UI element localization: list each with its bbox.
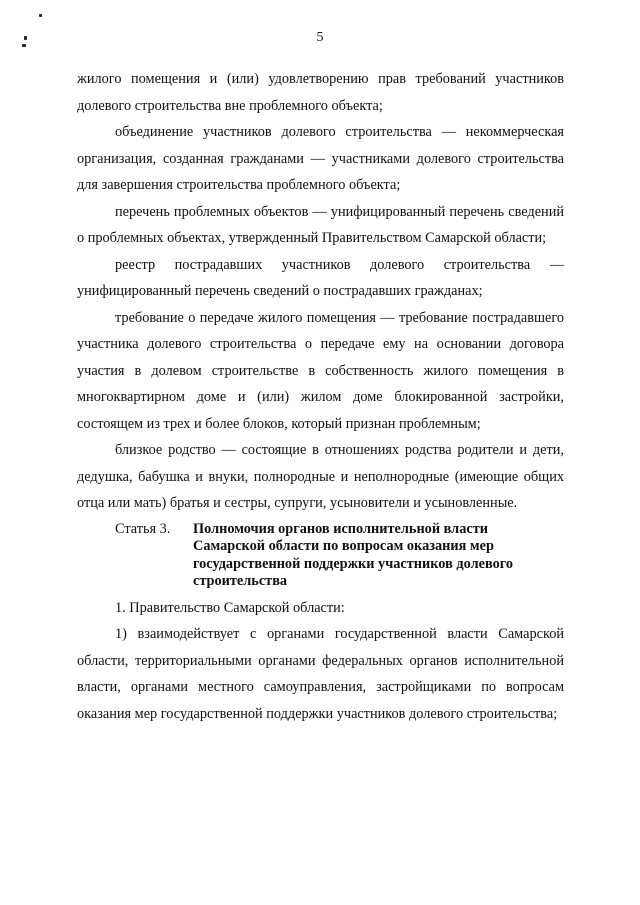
paragraph: жилого помещения и (или) удовлетворению прав требований участников долевого строительства вне проблемного объекта; bbox=[77, 71, 564, 114]
paragraph: объединение участников долевого строительства — некоммерческая организация, созданная гражданами — участниками долевого строительства для завершения строительства проблемного объекта; bbox=[77, 124, 564, 193]
paragraph: требование о передаче жилого помещения — требование пострадавшего участника долевого строительства о передаче ему на основании договора участия в долевом строительстве в собственность жилого помещения в многоквартирном доме и (или) жилом доме блокированной застройки, состоящем из трех и более блоков, который признан проблемным; bbox=[77, 309, 564, 432]
document-body bbox=[77, 66, 564, 727]
paragraph: 1. Правительство Самарской области: bbox=[115, 599, 345, 616]
paragraph: 1) взаимодействует с органами государственной власти Самарской области, территориальными органами федеральных органов исполнительной власти, органами местного самоуправления, застройщиками по вопросам оказания мер государственной поддержки участников долевого строительства; bbox=[77, 626, 564, 722]
article-heading bbox=[115, 521, 564, 591]
paragraph: перечень проблемных объектов — унифицированный перечень сведений о проблемных объектах, утвержденный Правительством Самарской области; bbox=[77, 203, 564, 246]
paragraphs-after bbox=[77, 595, 564, 728]
paragraph: близкое родство — состоящие в отношениях родства родители и дети, дедушка, бабушка и внуки, полнородные и неполнородные (имеющие общих отца или мать) братья и сестры, супруги, усыновители и усыновленные. bbox=[77, 442, 564, 511]
paragraph: реестр пострадавших участников долевого строительства — унифицированный перечень сведений о пострадавших гражданах; bbox=[77, 256, 564, 299]
article-title: Полномочия органов исполнительной власти Самарской области по вопросам оказания мер государственной поддержки участников долевого строительства bbox=[193, 520, 513, 589]
article-label: Статья 3. bbox=[115, 520, 171, 537]
paragraphs-before bbox=[77, 66, 564, 517]
page-number: 5 bbox=[316, 30, 324, 45]
